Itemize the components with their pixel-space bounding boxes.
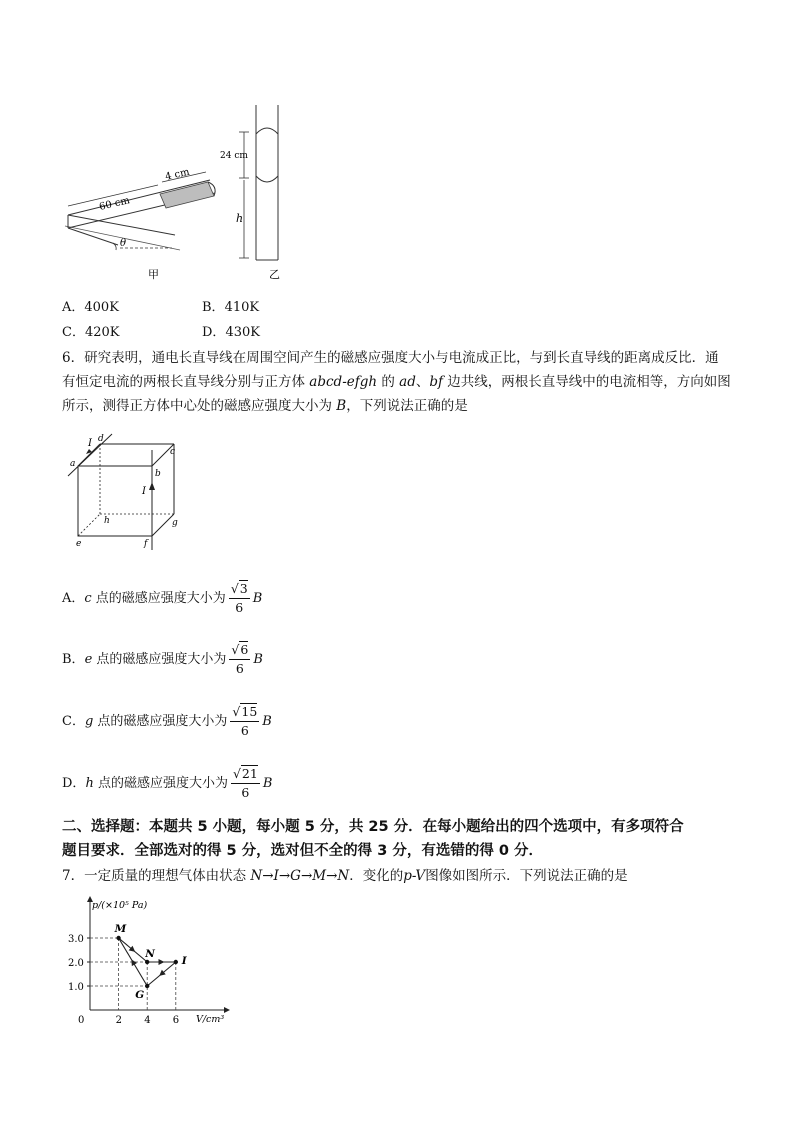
q6-text: 、 xyxy=(415,374,430,390)
fraction: $\frac{√15}{6}$ xyxy=(232,704,258,738)
edge-bf: bf xyxy=(429,374,444,390)
symbol-B: B xyxy=(262,714,272,729)
q6-text: 的 xyxy=(377,374,400,390)
label-f: f xyxy=(144,539,148,549)
q6-stem-line2 xyxy=(62,372,731,392)
label-jia: 甲 xyxy=(148,268,159,281)
option-text: 420K xyxy=(84,325,120,340)
y-tick-label: 3.0 xyxy=(68,934,84,945)
cube-name: abcd-efgh xyxy=(309,374,378,390)
label-d: d xyxy=(98,434,104,444)
state-label: N xyxy=(145,948,155,960)
sqrt-radicand: 15 xyxy=(241,704,258,719)
option-text: 400K xyxy=(84,300,119,315)
y-tick-label: 2.0 xyxy=(68,958,84,969)
figure-jia xyxy=(65,167,215,281)
q6-option-c[interactable] xyxy=(62,703,272,740)
q6-cube-figure xyxy=(62,432,192,552)
option-letter: A． xyxy=(62,300,85,315)
option-letter: C． xyxy=(62,714,85,729)
q6-stem-line1: 6．研究表明，通电长直导线在周围空间产生的磁感应强度大小与电流成正比，与到长直导线的距离成反比．通 xyxy=(62,350,719,366)
option-text: 点的磁感应强度大小为 xyxy=(93,714,228,729)
x-tick-label: 6 xyxy=(172,1015,180,1026)
q7-text: ．变化的 xyxy=(349,868,404,884)
symbol-B: B xyxy=(253,652,263,667)
denominator: 6 xyxy=(235,600,244,615)
q6-text: 边共线，两根长直导线中的电流相等，方向如图 xyxy=(443,374,731,390)
fraction: $\frac{√21}{6}$ xyxy=(232,766,258,800)
q6-text: 所示，测得正方体中心处的磁感应强度大小为 xyxy=(62,398,337,414)
x-tick-label: 2 xyxy=(115,1015,122,1026)
q6-text: ，下列说法正确的是 xyxy=(346,398,468,414)
option-letter: B． xyxy=(202,300,225,315)
section2-heading-line1: 二、选择题：本题共 5 小题，每小题 5 分，共 25 分．在每小题给出的四个选项中，有多项符合 xyxy=(62,819,684,835)
q6-stem-line3 xyxy=(62,396,468,416)
label-I2: I xyxy=(142,486,146,497)
symbol-B: B xyxy=(262,776,273,791)
symbol-B: B xyxy=(252,591,263,606)
option-letter: D． xyxy=(62,776,86,791)
process-arrow xyxy=(159,959,165,965)
state-path: N→I→G→M→N xyxy=(250,868,350,884)
point-label: e xyxy=(84,652,93,667)
q7-text: 7．一定质量的理想气体由状态 xyxy=(62,868,251,884)
state-label: M xyxy=(114,923,127,935)
sqrt-radicand: 6 xyxy=(240,642,249,657)
x-axis-label: V/cm³ xyxy=(196,1014,225,1025)
q5-option-d[interactable] xyxy=(202,324,260,342)
label-h: h xyxy=(236,212,244,225)
q5-option-a[interactable] xyxy=(62,299,119,317)
option-letter: D． xyxy=(202,325,226,340)
edge-ad: ad xyxy=(399,374,416,390)
state-label: G xyxy=(135,989,145,1001)
label-e: e xyxy=(76,539,82,549)
q5-figure xyxy=(60,100,300,290)
sqrt-radicand: 3 xyxy=(239,581,248,596)
state-point xyxy=(174,960,178,964)
point-label: g xyxy=(84,714,94,729)
option-letter: A． xyxy=(62,591,85,606)
state-point xyxy=(116,936,120,940)
q6-option-d[interactable] xyxy=(62,765,272,802)
q7-pv-graph xyxy=(66,892,236,1032)
fraction: $\frac{√3}{6}$ xyxy=(230,581,248,615)
figure-yi xyxy=(220,105,280,281)
option-text: 点的磁感应强度大小为 xyxy=(91,591,226,606)
x-tick-label: 0 xyxy=(78,1015,85,1026)
label-60cm: 60 cm xyxy=(98,195,131,213)
q6-option-a[interactable] xyxy=(62,580,262,617)
label-theta: θ xyxy=(120,238,127,249)
label-I1: I xyxy=(88,438,92,449)
point-label: c xyxy=(84,591,92,606)
denominator: 6 xyxy=(235,661,244,676)
option-text: 410K xyxy=(224,300,260,315)
option-text: 430K xyxy=(225,325,260,340)
label-a: a xyxy=(70,459,76,469)
sqrt-radicand: 21 xyxy=(241,766,258,781)
label-c: c xyxy=(170,447,176,457)
pv-label: p-V xyxy=(403,868,426,884)
label-h: h xyxy=(104,516,110,526)
label-b: b xyxy=(155,469,161,479)
q5-option-b[interactable] xyxy=(202,299,259,317)
symbol-B: B xyxy=(336,398,347,414)
state-point xyxy=(145,960,149,964)
y-tick-label: 1.0 xyxy=(68,982,84,993)
q5-option-c[interactable] xyxy=(62,324,119,342)
state-label: I xyxy=(181,955,187,967)
option-text: 点的磁感应强度大小为 xyxy=(93,776,228,791)
q6-text: 有恒定电流的两根长直导线分别与正方体 xyxy=(62,374,310,390)
option-letter: C． xyxy=(62,325,85,340)
y-axis-label: p/(×10⁵ Pa) xyxy=(92,900,148,911)
label-24cm: 24 cm xyxy=(220,151,248,161)
point-label: h xyxy=(85,776,94,791)
section2-heading-line2: 题目要求．全部选对的得 5 分，选对但不全的得 3 分，有选错的得 0 分． xyxy=(62,843,544,859)
denominator: 6 xyxy=(240,723,249,738)
label-4cm: 4 cm xyxy=(164,166,191,183)
state-point xyxy=(145,984,149,988)
label-yi: 乙 xyxy=(269,268,280,281)
q6-option-b[interactable] xyxy=(62,641,263,678)
fraction: $\frac{√6}{6}$ xyxy=(231,642,249,676)
q7-stem xyxy=(62,866,628,886)
q7-text: 图像如图所示．下列说法正确的是 xyxy=(425,868,628,884)
label-g: g xyxy=(172,518,178,528)
x-tick-label: 4 xyxy=(144,1015,151,1026)
denominator: 6 xyxy=(241,785,250,800)
option-letter: B． xyxy=(62,652,85,667)
option-text: 点的磁感应强度大小为 xyxy=(92,652,227,667)
